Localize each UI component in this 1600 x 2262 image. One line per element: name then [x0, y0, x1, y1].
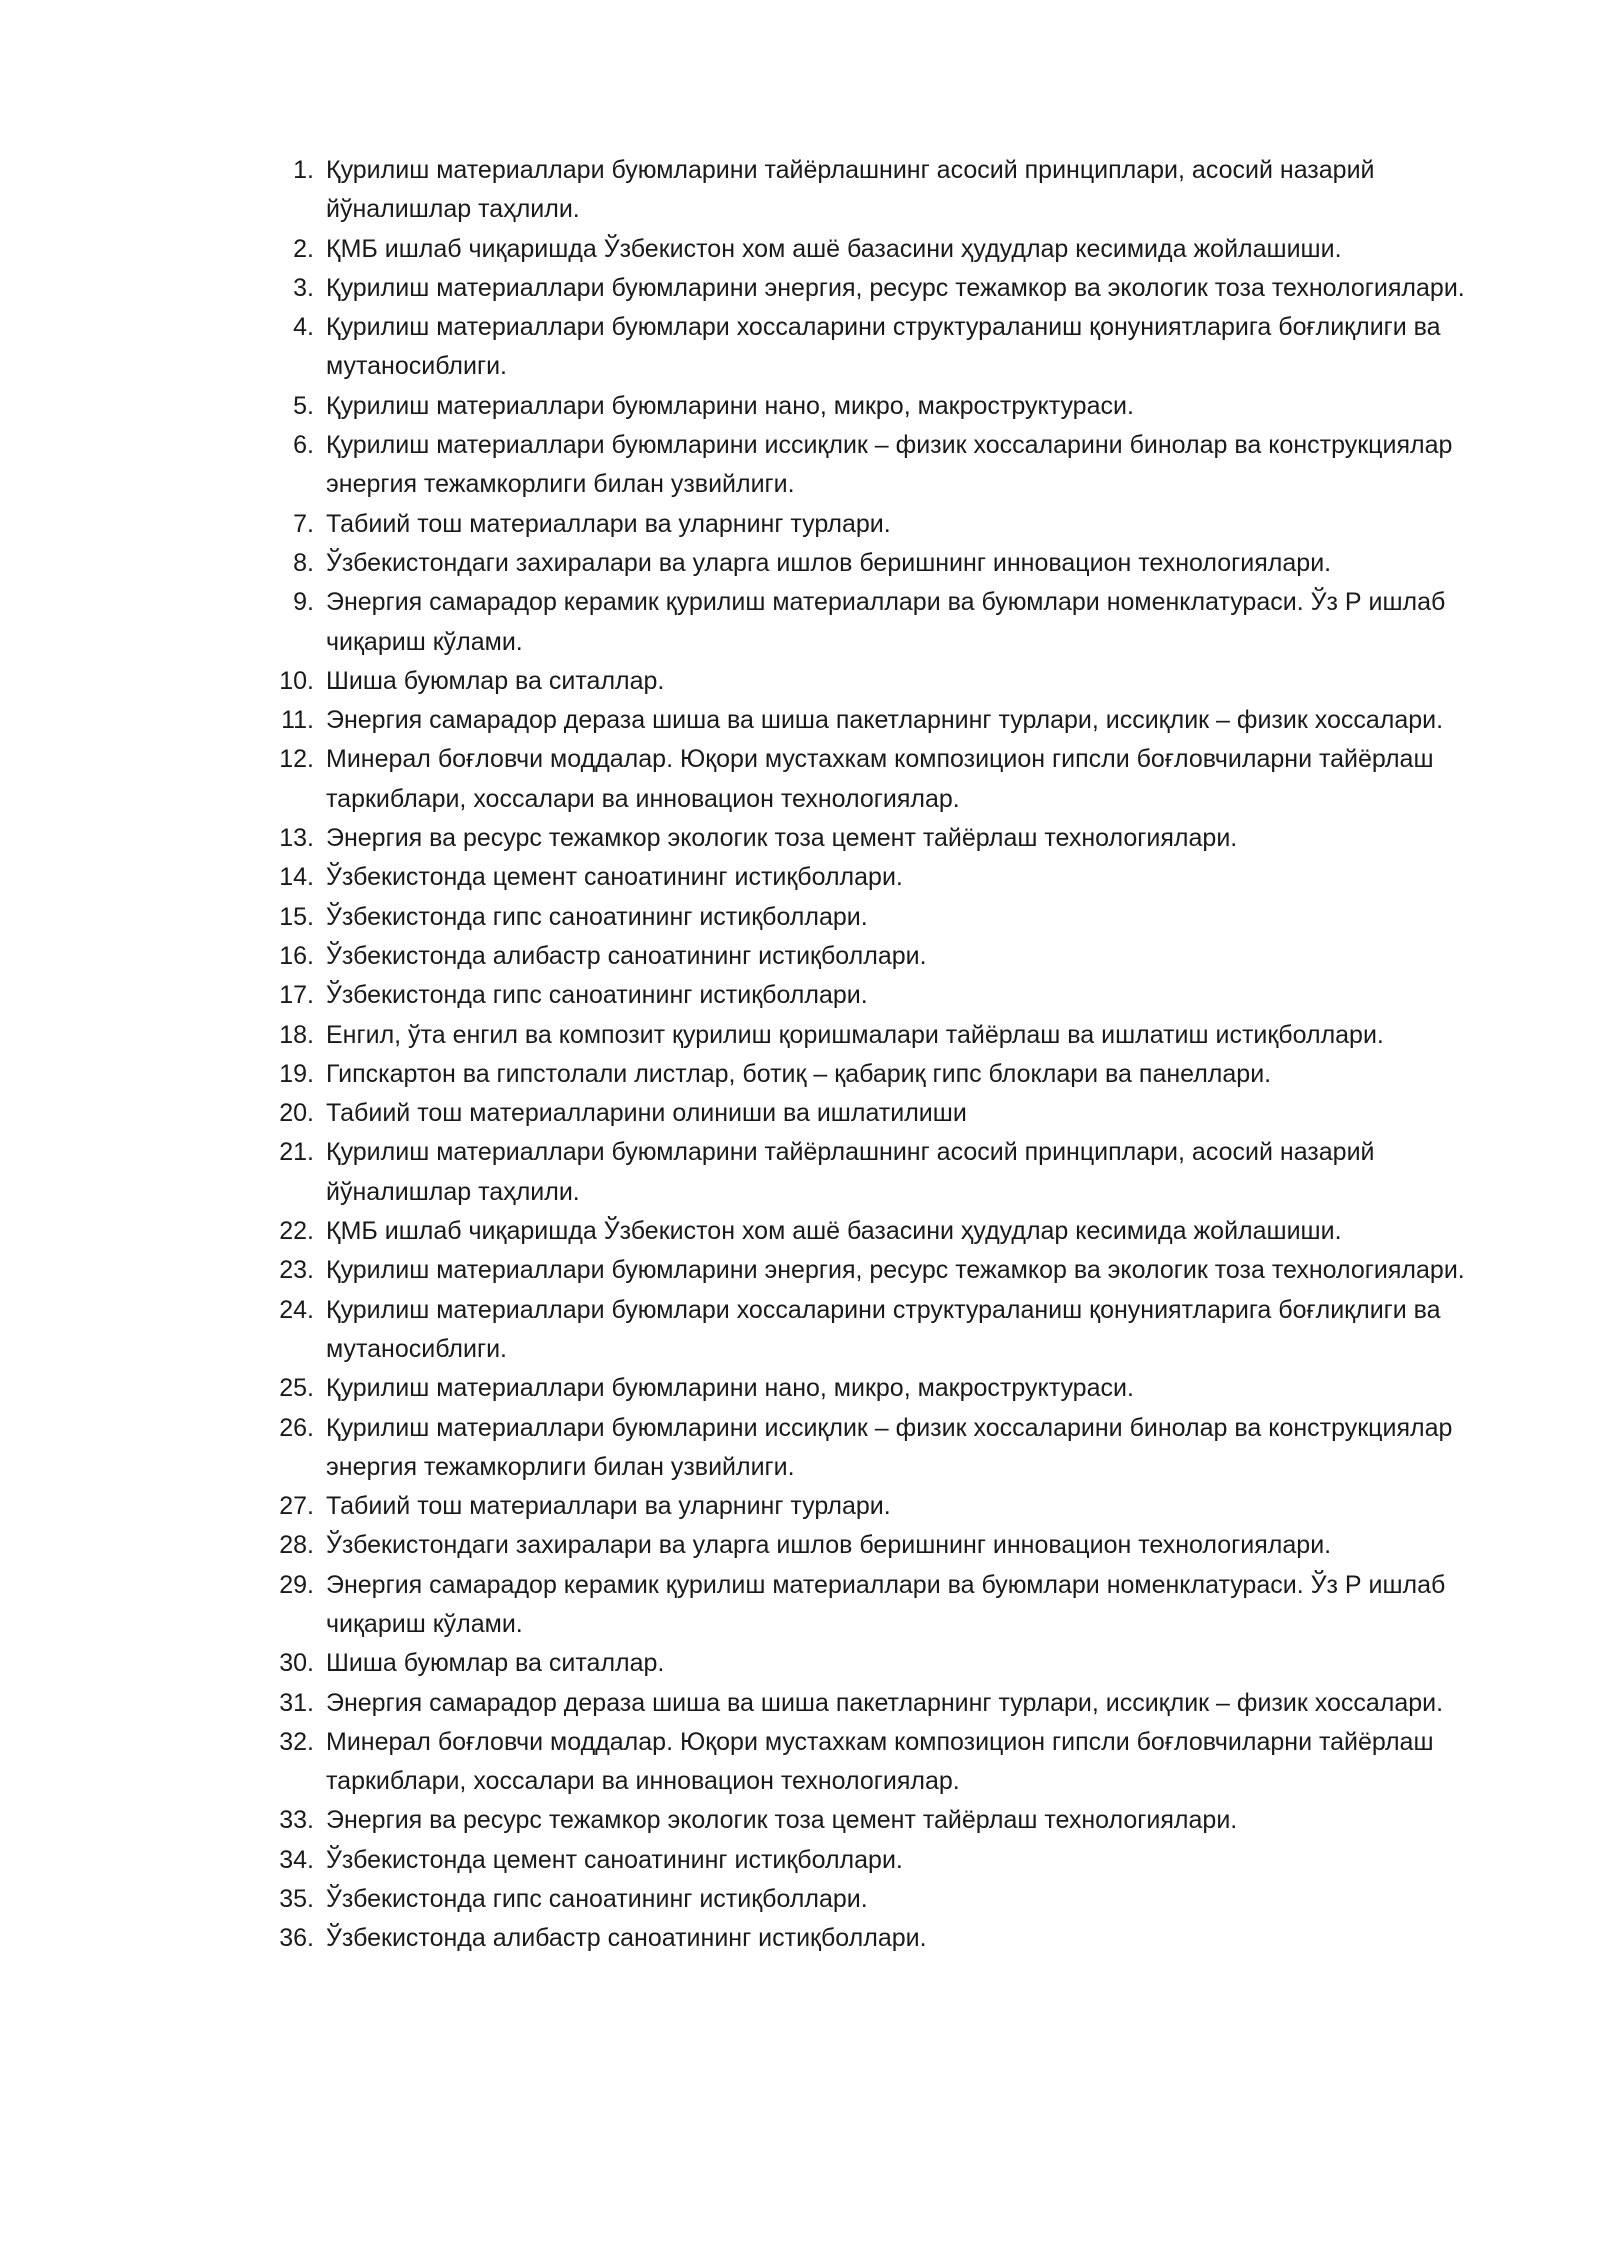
list-item [268, 505, 1498, 544]
list-item [268, 1723, 1498, 1802]
list-item-text: Табиий тош материаллари ва уларнинг турлари. [326, 1492, 891, 1521]
list-item-number: 25. [279, 1374, 314, 1403]
list-item-text: Энергия самарадор дераза шиша ва шиша пакетларнинг турлари, иссиқлик – физик хоссалари. [326, 706, 1444, 735]
list-item-number: 9. [293, 588, 314, 617]
list-item [268, 1133, 1498, 1212]
list-item [268, 1409, 1498, 1488]
list-item-number: 26. [279, 1413, 314, 1442]
list-item-number: 35. [279, 1885, 314, 1914]
list-item-text: Шиша буюмлар ва ситаллар. [326, 1649, 665, 1678]
list-item-text: Ўзбекистонда цемент саноатининг истиқболлари. [326, 863, 903, 892]
list-item-text: Энергия самарадор керамик қурилиш материаллари ва буюмлари номенклатураси. Ўз Р ишлаб чиқариш кўлами. [326, 588, 1446, 656]
list-item-number: 20. [279, 1099, 314, 1128]
list-item-text: Шиша буюмлар ва ситаллар. [326, 666, 665, 695]
list-item-number: 4. [293, 313, 314, 342]
list-item [268, 426, 1498, 505]
list-item-text: Ўзбекистонда алибастр саноатининг истиқболлари. [326, 941, 927, 970]
list-item-text: Қурилиш материаллари буюмларини энергия, ресурс тежамкор ва экологик тоза технологиялари. [326, 1256, 1465, 1285]
list-item-text: Ўзбекистондаги захиралари ва уларга ишлов беришнинг инновацион технологиялари. [326, 1531, 1332, 1560]
list-item-number: 10. [279, 666, 314, 695]
list-item-text: Қурилиш материаллари буюмларини энергия, ресурс тежамкор ва экологик тоза технологиялари. [326, 273, 1465, 302]
list-item-text: Ўзбекистонда гипс саноатининг истиқболлари. [326, 981, 868, 1010]
list-item [268, 858, 1498, 897]
list-item-number: 14. [279, 863, 314, 892]
list-item-text: Энергия самарадор дераза шиша ва шиша пакетларнинг турлари, иссиқлик – физик хоссалари. [326, 1688, 1444, 1717]
list-item [268, 1212, 1498, 1251]
list-item-number: 15. [279, 902, 314, 931]
list-item-text: Қурилиш материаллари буюмларини нано, микро, макроструктураси. [326, 1374, 1134, 1403]
list-item-number: 1. [293, 156, 314, 184]
list-item [268, 1684, 1498, 1723]
list-item-text: Энергия ва ресурс тежамкор экологик тоза цемент тайёрлаш технологиялари. [326, 1806, 1238, 1835]
list-item-text: Қурилиш материаллари буюмларини иссиқлик – физик хоссаларини бинолар ва конструкциялар энергия тежамкорлиги билан узвийлиги. [326, 431, 1453, 499]
list-item-number: 29. [279, 1570, 314, 1599]
list-item [268, 583, 1498, 662]
list-item-number: 17. [279, 981, 314, 1010]
list-item-number: 11. [281, 706, 314, 735]
list-item [268, 269, 1498, 308]
list-item [268, 898, 1498, 937]
list-item [268, 976, 1498, 1015]
list-item-text: Ўзбекистонда гипс саноатининг истиқболлари. [326, 902, 868, 931]
list-item-number: 13. [279, 824, 314, 853]
list-item-text: Қурилиш материаллари буюмларини иссиқлик – физик хоссаларини бинолар ва конструкциялар энергия тежамкорлиги билан узвийлиги. [326, 1413, 1453, 1481]
list-item-number: 19. [279, 1059, 314, 1088]
list-item-text: Энергия ва ресурс тежамкор экологик тоза цемент тайёрлаш технологиялари. [326, 824, 1238, 853]
list-item-number: 23. [279, 1256, 314, 1285]
list-item [268, 1526, 1498, 1565]
list-item-number: 6. [293, 431, 314, 460]
list-item-text: Ўзбекистонда гипс саноатининг истиқболлари. [326, 1885, 868, 1914]
list-item [268, 1801, 1498, 1840]
list-item [268, 1566, 1498, 1645]
list-item-text: Қурилиш материаллари буюмлари хоссаларини структураланиш қонуниятларига боғлиқлиги ва мутаносиблиги. [326, 313, 1441, 381]
list-item-number: 32. [279, 1727, 314, 1756]
list-item [268, 230, 1498, 269]
list-item-text: Табиий тош материалларини олиниши ва ишлатилиши [326, 1099, 967, 1128]
list-item-number: 3. [293, 273, 314, 302]
list-item [268, 1487, 1498, 1526]
list-item-text: Қурилиш материаллари буюмларини тайёрлашнинг асосий принциплари, асосий назарий йўналишлар таҳлили. [326, 156, 1375, 224]
list-item-text: Ўзбекистондаги захиралари ва уларга ишлов беришнинг инновацион технологиялари. [326, 548, 1332, 577]
list-item-number: 28. [279, 1531, 314, 1560]
list-item [268, 1880, 1498, 1919]
list-item-text: Ўзбекистонда цемент саноатининг истиқболлари. [326, 1845, 903, 1874]
list-item-text: Енгил, ўта енгил ва композит қурилиш қоришмалари тайёрлаш ва ишлатиш истиқболлари. [326, 1020, 1384, 1049]
list-item [268, 1251, 1498, 1290]
list-item-text: Қурилиш материаллари буюмлари хоссаларини структураланиш қонуниятларига боғлиқлиги ва мутаносиблиги. [326, 1295, 1441, 1363]
list-item-text: Минерал боғловчи моддалар. Юқори мустахкам композицион гипсли боғловчиларни тайёрлаш таркиблари, хоссалари ва инновацион технологиялар. [326, 745, 1434, 813]
list-item [268, 740, 1498, 819]
list-item-number: 33. [279, 1806, 314, 1835]
list-item-number: 22. [279, 1217, 314, 1246]
list-item-text: Гипскартон ва гипстолали листлар, ботиқ – қабариқ гипс блоклари ва панеллари. [326, 1059, 1272, 1088]
list-item [268, 662, 1498, 701]
list-item-number: 31. [279, 1688, 314, 1717]
list-item [268, 151, 1498, 230]
topic-list [268, 151, 1498, 1959]
list-item-number: 21. [279, 1138, 314, 1167]
list-item [268, 937, 1498, 976]
list-item-number: 30. [279, 1649, 314, 1678]
list-item [268, 819, 1498, 858]
list-item [268, 1055, 1498, 1094]
list-item-text: Энергия самарадор керамик қурилиш материаллари ва буюмлари номенклатураси. Ўз Р ишлаб чиқариш кўлами. [326, 1570, 1446, 1638]
list-item [268, 1094, 1498, 1133]
list-item-text: Минерал боғловчи моддалар. Юқори мустахкам композицион гипсли боғловчиларни тайёрлаш таркиблари, хоссалари ва инновацион технологиялар. [326, 1727, 1434, 1796]
list-item-number: 36. [279, 1924, 314, 1953]
list-item-number: 7. [293, 509, 314, 538]
list-item [268, 387, 1498, 426]
list-item [268, 1369, 1498, 1408]
list-item [268, 1291, 1498, 1370]
list-item-number: 12. [279, 745, 314, 774]
list-item-number: 16. [279, 941, 314, 970]
list-item [268, 1841, 1498, 1880]
list-item-number: 18. [279, 1020, 314, 1049]
list-item-number: 27. [279, 1492, 314, 1521]
list-item-number: 24. [279, 1295, 314, 1324]
list-item [268, 1919, 1498, 1958]
list-item-number: 5. [293, 391, 314, 420]
list-item-text: Табиий тош материаллари ва уларнинг турлари. [326, 509, 891, 538]
list-item-number: 34. [279, 1845, 314, 1874]
list-item [268, 701, 1498, 740]
list-item [268, 1644, 1498, 1683]
list-item [268, 308, 1498, 387]
list-item-text: Қурилиш материаллари буюмларини нано, микро, макроструктураси. [326, 391, 1134, 420]
list-item-number: 8. [293, 548, 314, 577]
list-item-number: 2. [293, 234, 314, 263]
list-item [268, 1016, 1498, 1055]
list-item [268, 544, 1498, 583]
list-item-text: Ўзбекистонда алибастр саноатининг истиқболлари. [326, 1924, 927, 1953]
list-item-text: ҚМБ ишлаб чиқаришда Ўзбекистон хом ашё базасини ҳудудлар кесимида жойлашиши. [326, 234, 1342, 263]
list-item-text: ҚМБ ишлаб чиқаришда Ўзбекистон хом ашё базасини ҳудудлар кесимида жойлашиши. [326, 1217, 1342, 1246]
list-item-text: Қурилиш материаллари буюмларини тайёрлашнинг асосий принциплари, асосий назарий йўналишлар таҳлили. [326, 1138, 1375, 1206]
